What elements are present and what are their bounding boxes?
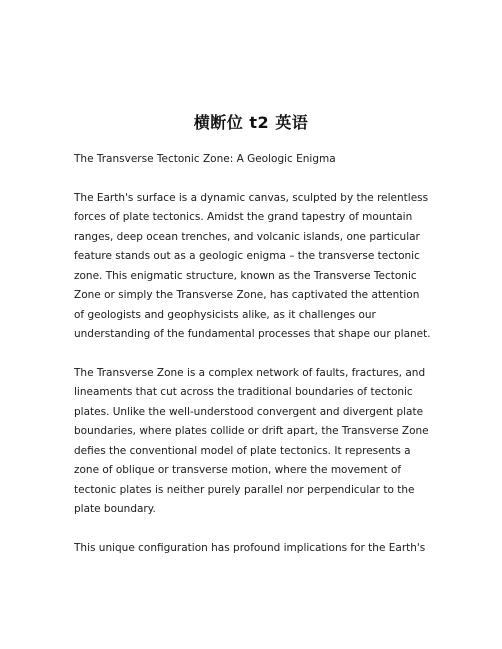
paragraph-2: The Transverse Zone is a complex network of faults, fractures, and lineaments that cut across the traditional boundaries of tectonic plates. Unlike the well-understood convergent and divergent plate boundaries, where plates collide or drift apart, the Transverse Zone defies the conventional model of plate tectonics. It represents a zone of oblique or transverse motion, where the movement of tectonic plates is neither purely parallel nor perpendicular to the plate boundary.: [74, 366, 429, 515]
paragraph-1: The Earth's surface is a dynamic canvas, sculpted by the relentless forces of plate tectonics. Amidst the grand tapestry of mountain ranges, deep ocean trenches, and volcanic islands, one particular feature stands out as a geologic enigma – the transverse tectonic zone. This enigmatic structure, known as the Transverse Tectonic Zone or simply the Transverse Zone, has captivated the attention of geologists and geophysicists alike, as it challenges our understanding of the fundamental processes that shape our planet.: [74, 191, 431, 340]
page-title: 横断位 t2 英语: [193, 113, 309, 132]
document-body: [74, 150, 432, 577]
document-subtitle: The Transverse Tectonic Zone: A Geologic Enigma: [74, 153, 336, 165]
paragraph-3: This unique configuration has profound implications for the Earth's: [74, 541, 426, 554]
